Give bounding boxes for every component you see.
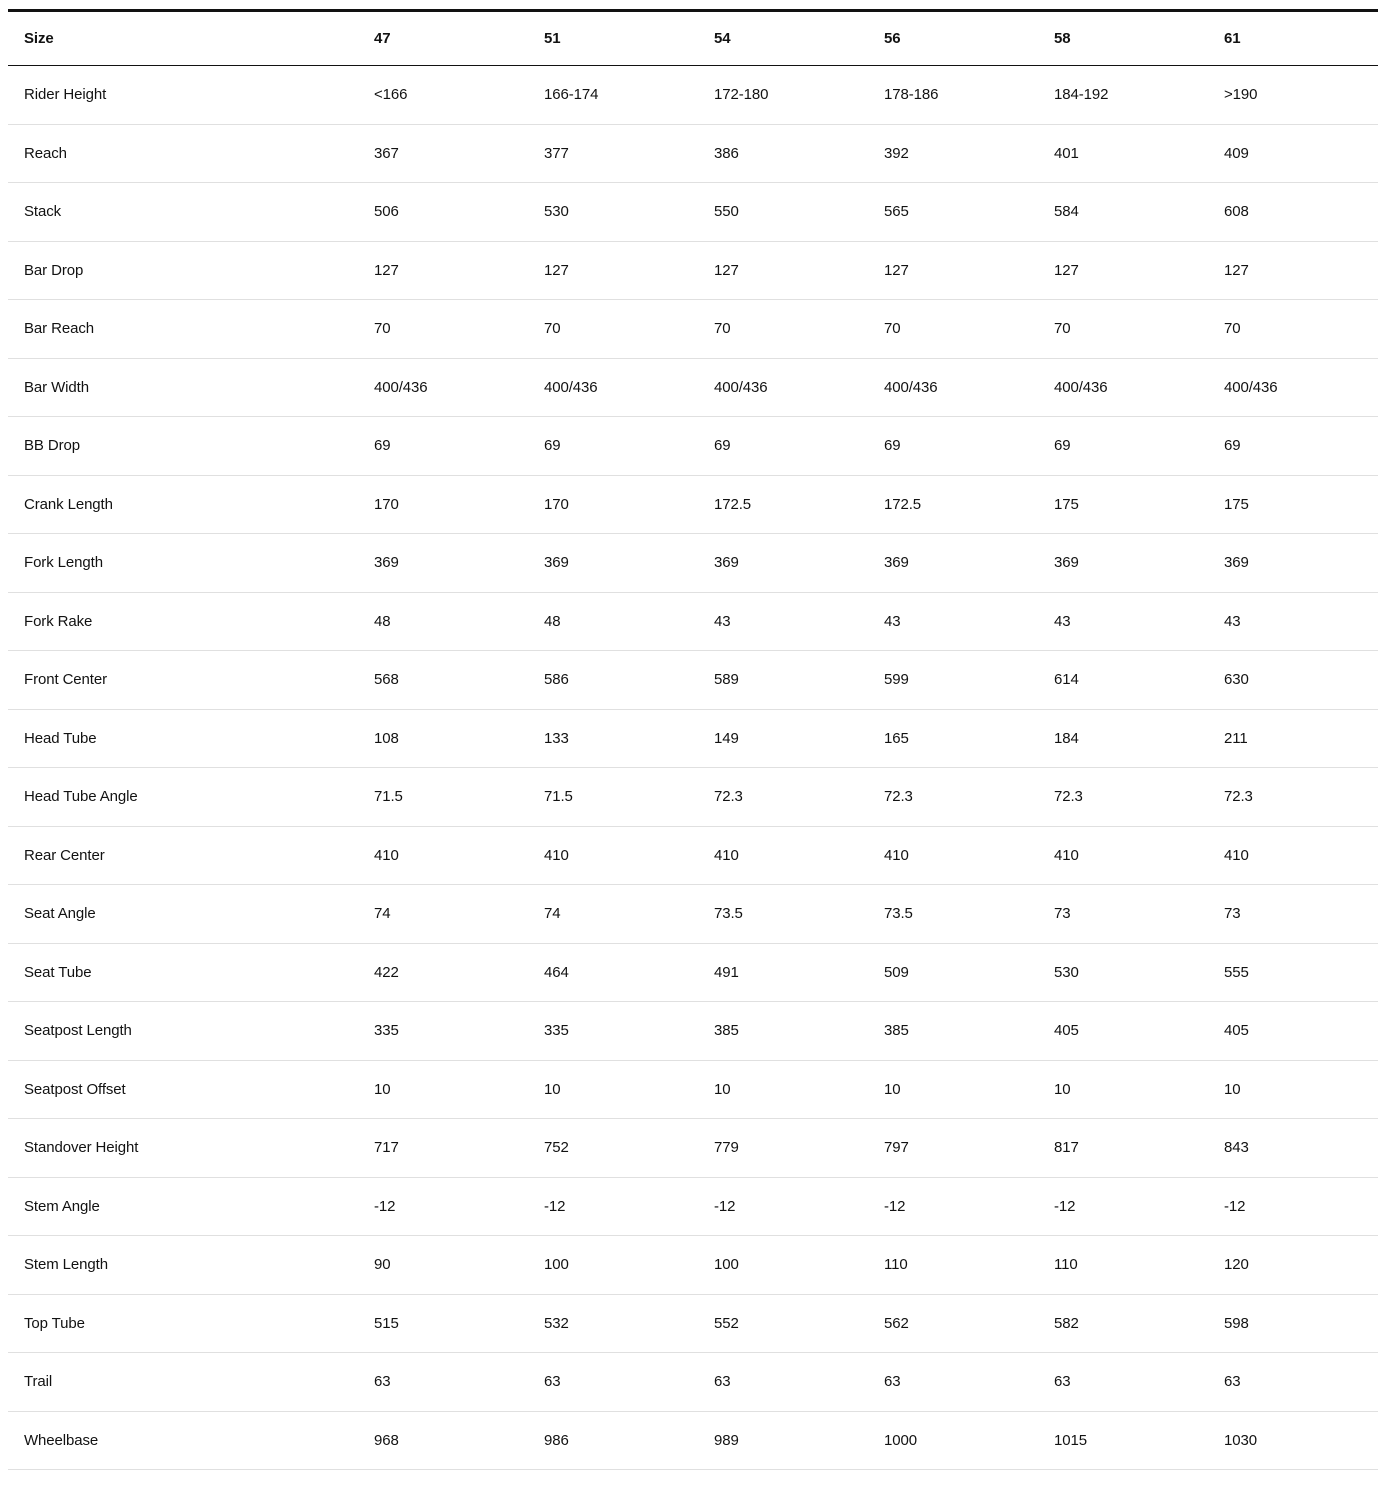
cell-seatpost-offset-size-51: 10 bbox=[528, 1060, 698, 1119]
cell-reach-size-56: 392 bbox=[868, 124, 1038, 183]
row-label: Wheelbase bbox=[8, 1411, 358, 1470]
cell-seat-angle-size-61: 73 bbox=[1208, 885, 1378, 944]
cell-top-tube-size-51: 532 bbox=[528, 1294, 698, 1353]
cell-front-center-size-54: 589 bbox=[698, 651, 868, 710]
cell-wheelbase-size-54: 989 bbox=[698, 1411, 868, 1470]
row-label: Stack bbox=[8, 183, 358, 242]
cell-crank-length-size-61: 175 bbox=[1208, 475, 1378, 534]
cell-seat-tube-size-58: 530 bbox=[1038, 943, 1208, 1002]
row-label: Head Tube Angle bbox=[8, 768, 358, 827]
cell-seat-angle-size-51: 74 bbox=[528, 885, 698, 944]
table-row-seat-tube bbox=[8, 943, 1378, 1002]
row-label: Fork Length bbox=[8, 534, 358, 593]
row-label: Seatpost Length bbox=[8, 1002, 358, 1061]
cell-trail-size-56: 63 bbox=[868, 1353, 1038, 1412]
row-label: Stem Angle bbox=[8, 1177, 358, 1236]
cell-bar-drop-size-54: 127 bbox=[698, 241, 868, 300]
cell-stem-length-size-56: 110 bbox=[868, 1236, 1038, 1295]
cell-seatpost-offset-size-61: 10 bbox=[1208, 1060, 1378, 1119]
cell-stack-size-47: 506 bbox=[358, 183, 528, 242]
table-row-rider-height bbox=[8, 66, 1378, 125]
table-row-fork-rake bbox=[8, 592, 1378, 651]
cell-fork-rake-size-47: 48 bbox=[358, 592, 528, 651]
cell-reach-size-47: 367 bbox=[358, 124, 528, 183]
cell-stem-angle-size-54: -12 bbox=[698, 1177, 868, 1236]
cell-stem-length-size-61: 120 bbox=[1208, 1236, 1378, 1295]
cell-head-tube-angle-size-56: 72.3 bbox=[868, 768, 1038, 827]
cell-top-tube-size-54: 552 bbox=[698, 1294, 868, 1353]
cell-head-tube-size-61: 211 bbox=[1208, 709, 1378, 768]
cell-head-tube-angle-size-47: 71.5 bbox=[358, 768, 528, 827]
table-row-trail bbox=[8, 1353, 1378, 1412]
cell-bar-width-size-58: 400/436 bbox=[1038, 358, 1208, 417]
cell-bar-drop-size-47: 127 bbox=[358, 241, 528, 300]
cell-stem-length-size-47: 90 bbox=[358, 1236, 528, 1295]
table-row-stack bbox=[8, 183, 1378, 242]
cell-front-center-size-56: 599 bbox=[868, 651, 1038, 710]
column-header-size-58: 58 bbox=[1038, 11, 1208, 66]
column-header-size-51: 51 bbox=[528, 11, 698, 66]
cell-stack-size-54: 550 bbox=[698, 183, 868, 242]
cell-trail-size-54: 63 bbox=[698, 1353, 868, 1412]
cell-head-tube-angle-size-61: 72.3 bbox=[1208, 768, 1378, 827]
cell-stack-size-56: 565 bbox=[868, 183, 1038, 242]
cell-top-tube-size-56: 562 bbox=[868, 1294, 1038, 1353]
table-row-reach bbox=[8, 124, 1378, 183]
table-row-wheelbase bbox=[8, 1411, 1378, 1470]
cell-front-center-size-61: 630 bbox=[1208, 651, 1378, 710]
table-row-seatpost-length bbox=[8, 1002, 1378, 1061]
table-row-seat-angle bbox=[8, 885, 1378, 944]
table-row-bb-drop bbox=[8, 417, 1378, 476]
cell-bar-reach-size-54: 70 bbox=[698, 300, 868, 359]
cell-bar-width-size-54: 400/436 bbox=[698, 358, 868, 417]
table-row-crank-length bbox=[8, 475, 1378, 534]
cell-wheelbase-size-56: 1000 bbox=[868, 1411, 1038, 1470]
row-label: BB Drop bbox=[8, 417, 358, 476]
cell-head-tube-size-56: 165 bbox=[868, 709, 1038, 768]
cell-rider-height-size-51: 166-174 bbox=[528, 66, 698, 125]
table-row-seatpost-offset bbox=[8, 1060, 1378, 1119]
table-row-fork-length bbox=[8, 534, 1378, 593]
cell-seatpost-length-size-54: 385 bbox=[698, 1002, 868, 1061]
cell-bar-reach-size-51: 70 bbox=[528, 300, 698, 359]
cell-stem-length-size-54: 100 bbox=[698, 1236, 868, 1295]
cell-fork-length-size-51: 369 bbox=[528, 534, 698, 593]
cell-seat-tube-size-61: 555 bbox=[1208, 943, 1378, 1002]
row-label: Top Tube bbox=[8, 1294, 358, 1353]
cell-bb-drop-size-54: 69 bbox=[698, 417, 868, 476]
cell-bb-drop-size-47: 69 bbox=[358, 417, 528, 476]
cell-bar-drop-size-51: 127 bbox=[528, 241, 698, 300]
cell-head-tube-angle-size-54: 72.3 bbox=[698, 768, 868, 827]
row-label: Rear Center bbox=[8, 826, 358, 885]
cell-rear-center-size-61: 410 bbox=[1208, 826, 1378, 885]
cell-bar-width-size-61: 400/436 bbox=[1208, 358, 1378, 417]
cell-head-tube-angle-size-58: 72.3 bbox=[1038, 768, 1208, 827]
row-label: Standover Height bbox=[8, 1119, 358, 1178]
cell-wheelbase-size-61: 1030 bbox=[1208, 1411, 1378, 1470]
column-header-size-47: 47 bbox=[358, 11, 528, 66]
cell-trail-size-47: 63 bbox=[358, 1353, 528, 1412]
row-label: Seat Tube bbox=[8, 943, 358, 1002]
cell-rear-center-size-58: 410 bbox=[1038, 826, 1208, 885]
geometry-table bbox=[8, 9, 1378, 1470]
cell-reach-size-61: 409 bbox=[1208, 124, 1378, 183]
cell-bar-reach-size-58: 70 bbox=[1038, 300, 1208, 359]
table-row-bar-reach bbox=[8, 300, 1378, 359]
cell-bar-drop-size-61: 127 bbox=[1208, 241, 1378, 300]
row-label: Crank Length bbox=[8, 475, 358, 534]
cell-standover-height-size-56: 797 bbox=[868, 1119, 1038, 1178]
row-label: Trail bbox=[8, 1353, 358, 1412]
table-row-bar-width bbox=[8, 358, 1378, 417]
cell-fork-length-size-61: 369 bbox=[1208, 534, 1378, 593]
cell-front-center-size-47: 568 bbox=[358, 651, 528, 710]
header-row bbox=[8, 11, 1378, 66]
cell-stem-angle-size-58: -12 bbox=[1038, 1177, 1208, 1236]
cell-seatpost-length-size-47: 335 bbox=[358, 1002, 528, 1061]
cell-bar-width-size-56: 400/436 bbox=[868, 358, 1038, 417]
cell-reach-size-58: 401 bbox=[1038, 124, 1208, 183]
cell-rider-height-size-54: 172-180 bbox=[698, 66, 868, 125]
cell-fork-rake-size-56: 43 bbox=[868, 592, 1038, 651]
cell-bb-drop-size-61: 69 bbox=[1208, 417, 1378, 476]
cell-bar-drop-size-58: 127 bbox=[1038, 241, 1208, 300]
cell-bar-width-size-47: 400/436 bbox=[358, 358, 528, 417]
row-label: Seatpost Offset bbox=[8, 1060, 358, 1119]
table-row-standover-height bbox=[8, 1119, 1378, 1178]
cell-top-tube-size-47: 515 bbox=[358, 1294, 528, 1353]
cell-stem-angle-size-47: -12 bbox=[358, 1177, 528, 1236]
column-header-size-54: 54 bbox=[698, 11, 868, 66]
cell-seatpost-length-size-56: 385 bbox=[868, 1002, 1038, 1061]
cell-stem-angle-size-61: -12 bbox=[1208, 1177, 1378, 1236]
row-label: Bar Drop bbox=[8, 241, 358, 300]
cell-trail-size-58: 63 bbox=[1038, 1353, 1208, 1412]
cell-standover-height-size-51: 752 bbox=[528, 1119, 698, 1178]
cell-seat-tube-size-47: 422 bbox=[358, 943, 528, 1002]
cell-fork-length-size-54: 369 bbox=[698, 534, 868, 593]
cell-rear-center-size-54: 410 bbox=[698, 826, 868, 885]
cell-bar-reach-size-56: 70 bbox=[868, 300, 1038, 359]
row-label: Seat Angle bbox=[8, 885, 358, 944]
column-header-size-56: 56 bbox=[868, 11, 1038, 66]
cell-bb-drop-size-51: 69 bbox=[528, 417, 698, 476]
table-row-head-tube bbox=[8, 709, 1378, 768]
row-label: Fork Rake bbox=[8, 592, 358, 651]
cell-bar-reach-size-61: 70 bbox=[1208, 300, 1378, 359]
cell-standover-height-size-58: 817 bbox=[1038, 1119, 1208, 1178]
cell-seat-angle-size-54: 73.5 bbox=[698, 885, 868, 944]
table-row-rear-center bbox=[8, 826, 1378, 885]
cell-top-tube-size-58: 582 bbox=[1038, 1294, 1208, 1353]
cell-rider-height-size-47: <166 bbox=[358, 66, 528, 125]
cell-standover-height-size-47: 717 bbox=[358, 1119, 528, 1178]
cell-rear-center-size-47: 410 bbox=[358, 826, 528, 885]
row-label: Reach bbox=[8, 124, 358, 183]
cell-stem-angle-size-56: -12 bbox=[868, 1177, 1038, 1236]
cell-crank-length-size-58: 175 bbox=[1038, 475, 1208, 534]
cell-top-tube-size-61: 598 bbox=[1208, 1294, 1378, 1353]
table-row-stem-angle bbox=[8, 1177, 1378, 1236]
table-row-top-tube bbox=[8, 1294, 1378, 1353]
cell-rider-height-size-61: >190 bbox=[1208, 66, 1378, 125]
cell-seat-tube-size-51: 464 bbox=[528, 943, 698, 1002]
cell-seatpost-length-size-58: 405 bbox=[1038, 1002, 1208, 1061]
cell-fork-rake-size-61: 43 bbox=[1208, 592, 1378, 651]
cell-bb-drop-size-56: 69 bbox=[868, 417, 1038, 476]
cell-rear-center-size-51: 410 bbox=[528, 826, 698, 885]
table-row-head-tube-angle bbox=[8, 768, 1378, 827]
column-header-label: Size bbox=[8, 11, 358, 66]
row-label: Rider Height bbox=[8, 66, 358, 125]
cell-seat-tube-size-56: 509 bbox=[868, 943, 1038, 1002]
row-label: Front Center bbox=[8, 651, 358, 710]
table-row-bar-drop bbox=[8, 241, 1378, 300]
table-row-stem-length bbox=[8, 1236, 1378, 1295]
cell-fork-rake-size-58: 43 bbox=[1038, 592, 1208, 651]
cell-seatpost-offset-size-56: 10 bbox=[868, 1060, 1038, 1119]
cell-rear-center-size-56: 410 bbox=[868, 826, 1038, 885]
cell-bar-reach-size-47: 70 bbox=[358, 300, 528, 359]
cell-head-tube-size-58: 184 bbox=[1038, 709, 1208, 768]
cell-reach-size-51: 377 bbox=[528, 124, 698, 183]
cell-seat-angle-size-47: 74 bbox=[358, 885, 528, 944]
cell-bar-width-size-51: 400/436 bbox=[528, 358, 698, 417]
cell-trail-size-51: 63 bbox=[528, 1353, 698, 1412]
cell-crank-length-size-47: 170 bbox=[358, 475, 528, 534]
row-label: Bar Reach bbox=[8, 300, 358, 359]
cell-rider-height-size-56: 178-186 bbox=[868, 66, 1038, 125]
cell-head-tube-size-47: 108 bbox=[358, 709, 528, 768]
cell-fork-length-size-47: 369 bbox=[358, 534, 528, 593]
cell-stack-size-58: 584 bbox=[1038, 183, 1208, 242]
cell-crank-length-size-51: 170 bbox=[528, 475, 698, 534]
cell-wheelbase-size-47: 968 bbox=[358, 1411, 528, 1470]
cell-head-tube-angle-size-51: 71.5 bbox=[528, 768, 698, 827]
cell-seatpost-offset-size-58: 10 bbox=[1038, 1060, 1208, 1119]
cell-seatpost-offset-size-47: 10 bbox=[358, 1060, 528, 1119]
cell-front-center-size-58: 614 bbox=[1038, 651, 1208, 710]
cell-seatpost-length-size-61: 405 bbox=[1208, 1002, 1378, 1061]
cell-front-center-size-51: 586 bbox=[528, 651, 698, 710]
cell-rider-height-size-58: 184-192 bbox=[1038, 66, 1208, 125]
cell-seatpost-offset-size-54: 10 bbox=[698, 1060, 868, 1119]
cell-seat-angle-size-58: 73 bbox=[1038, 885, 1208, 944]
cell-fork-rake-size-51: 48 bbox=[528, 592, 698, 651]
cell-seat-tube-size-54: 491 bbox=[698, 943, 868, 1002]
cell-fork-length-size-56: 369 bbox=[868, 534, 1038, 593]
cell-stem-length-size-58: 110 bbox=[1038, 1236, 1208, 1295]
cell-crank-length-size-54: 172.5 bbox=[698, 475, 868, 534]
cell-seat-angle-size-56: 73.5 bbox=[868, 885, 1038, 944]
cell-head-tube-size-51: 133 bbox=[528, 709, 698, 768]
cell-seatpost-length-size-51: 335 bbox=[528, 1002, 698, 1061]
cell-trail-size-61: 63 bbox=[1208, 1353, 1378, 1412]
cell-stack-size-61: 608 bbox=[1208, 183, 1378, 242]
cell-bar-drop-size-56: 127 bbox=[868, 241, 1038, 300]
row-label: Stem Length bbox=[8, 1236, 358, 1295]
cell-standover-height-size-61: 843 bbox=[1208, 1119, 1378, 1178]
table-row-front-center bbox=[8, 651, 1378, 710]
cell-reach-size-54: 386 bbox=[698, 124, 868, 183]
row-label: Bar Width bbox=[8, 358, 358, 417]
cell-crank-length-size-56: 172.5 bbox=[868, 475, 1038, 534]
cell-fork-rake-size-54: 43 bbox=[698, 592, 868, 651]
cell-stack-size-51: 530 bbox=[528, 183, 698, 242]
cell-fork-length-size-58: 369 bbox=[1038, 534, 1208, 593]
cell-stem-length-size-51: 100 bbox=[528, 1236, 698, 1295]
row-label: Head Tube bbox=[8, 709, 358, 768]
cell-wheelbase-size-51: 986 bbox=[528, 1411, 698, 1470]
cell-stem-angle-size-51: -12 bbox=[528, 1177, 698, 1236]
cell-standover-height-size-54: 779 bbox=[698, 1119, 868, 1178]
cell-head-tube-size-54: 149 bbox=[698, 709, 868, 768]
cell-bb-drop-size-58: 69 bbox=[1038, 417, 1208, 476]
cell-wheelbase-size-58: 1015 bbox=[1038, 1411, 1208, 1470]
column-header-size-61: 61 bbox=[1208, 11, 1378, 66]
